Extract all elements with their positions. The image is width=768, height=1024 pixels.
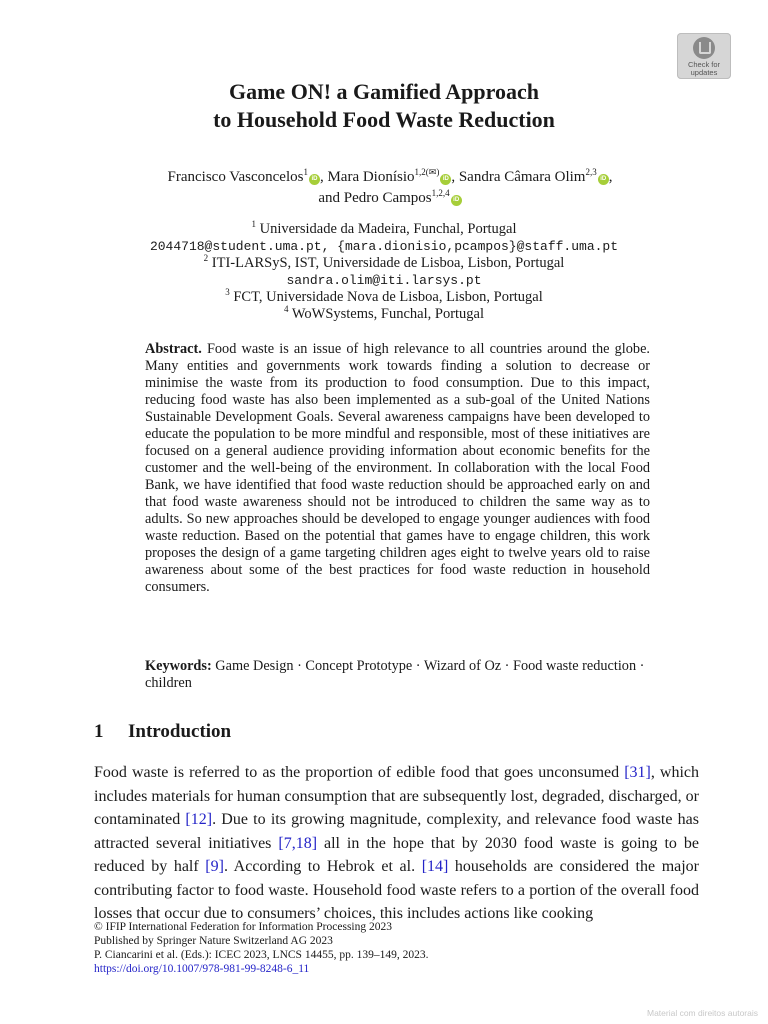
citation-line: P. Ciancarini et al. (Eds.): ICEC 2023, LNCS 14455, pp. 139–149, 2023. (94, 949, 429, 961)
affiliation-text: ITI-LARSyS, IST, Universidade de Lisboa, Lisbon, Portugal (211, 255, 565, 271)
author-affil-sup: 2,3 (585, 167, 597, 177)
orcid-icon[interactable]: iD (598, 174, 609, 185)
abstract (145, 341, 650, 596)
affiliation-3 (60, 289, 708, 306)
orcid-icon[interactable]: iD (440, 174, 451, 185)
author-affil-sup: 1 (303, 167, 308, 177)
author-name: Mara Dionísio (327, 169, 415, 185)
check-for-updates-label (680, 61, 728, 77)
check-for-updates-line2: updates (690, 68, 718, 77)
check-for-updates-badge[interactable] (677, 33, 731, 79)
keywords (145, 658, 650, 692)
author-list (90, 167, 690, 209)
copyright-line: © IFIP International Federation for Information Processing 2023 (94, 921, 392, 933)
section-number: 1 (94, 721, 104, 742)
keywords-text: Game Design · Concept Prototype · Wizard of Oz · Food waste reduction · children (145, 658, 645, 691)
paper-title (0, 78, 768, 134)
citation-link[interactable]: [12] (185, 811, 213, 828)
section-title: Introduction (128, 721, 232, 742)
author-affil-sup: 1,2(✉) (414, 167, 440, 177)
author-name: Sandra Câmara Olim (458, 169, 586, 185)
affiliation-text: FCT, Universidade Nova de Lisboa, Lisbon, Portugal (233, 289, 543, 305)
orcid-icon[interactable]: iD (309, 174, 320, 185)
affiliation-number: 4 (283, 304, 289, 315)
affiliation-text: Universidade da Madeira, Funchal, Portugal (259, 221, 517, 237)
intro-text: Food waste is referred to as the proportion of edible food that goes unconsumed (94, 764, 625, 781)
author-separator: , (608, 169, 613, 185)
doi-link[interactable]: https://doi.org/10.1007/978-981-99-8248-6_11 (94, 963, 310, 975)
affiliation-2 (60, 255, 708, 272)
citation-link[interactable]: [14] (421, 858, 449, 875)
copyright-footer (94, 920, 714, 976)
affiliation-number: 3 (225, 287, 230, 298)
section-heading (94, 720, 231, 744)
author-separator: , (451, 169, 459, 185)
bookmark-icon (693, 37, 715, 59)
citation-link[interactable]: [31] (624, 764, 651, 781)
paper-title-line1: Game ON! a Gamified Approach (228, 79, 540, 104)
author-name: and Pedro Campos (318, 190, 432, 206)
affiliation-1-emails[interactable]: 2044718@student.uma.pt, {mara.dionisio,pcampos}@staff.uma.pt (149, 239, 619, 254)
intro-text: . Due to its growing magnitude, complexity, and relevance food waste has attracted several initiatives (94, 811, 700, 852)
copyright-watermark: Material com direitos autorais (646, 1008, 758, 1018)
citation-link[interactable]: [7,18] (278, 834, 318, 852)
citation-link[interactable]: [9] (205, 858, 224, 875)
abstract-text: Food waste is an issue of high relevance to all countries around the globe. Many entities and governments work towards finding a solution to decrease or minimise the waste from its production to food consumption. Due to this impact, reducing food waste has also been implemented as a sub-goal of the United Nations Sustainable Development Goals. Several awareness campaigns have been developed to educate the population to be more mindful and responsible, most of these initiatives are focused on a general audience providing information about economic benefits for the customer and the well-being of the environment. In collaboration with the local Food Bank, we have identified that food waste reduction should be approached early on and that food waste awareness should not be introduced to children the same way as to adults. So new approaches should be developed to engage younger audiences with food waste reduction. Based on the potential that games have to engage children, this work proposes the design of a game targeting children ages eight to twelve years old to raise awareness about some of the best practices for food waste reduction in household consumers. (145, 341, 650, 595)
affiliation-1 (60, 221, 708, 238)
author-affil-sup: 1,2,4 (431, 188, 450, 198)
paper-title-line2: to Household Food Waste Reduction (213, 107, 555, 132)
intro-text: , which includes materials for human consumption that are subsequently lost, degraded, discharged, or contaminated (94, 764, 699, 828)
author-name: Francisco Vasconcelos (167, 169, 304, 185)
check-for-updates-line1: Check for (687, 60, 721, 69)
affiliations (60, 221, 708, 323)
intro-text: all in the hope that by 2030 food waste is going to be reduced by half (94, 834, 699, 875)
orcid-icon[interactable]: iD (451, 195, 462, 206)
author-separator: , (319, 169, 328, 185)
affiliation-number: 1 (251, 219, 256, 230)
publisher-line: Published by Springer Nature Switzerland AG 2023 (94, 935, 333, 947)
affiliation-text: WoWSystems, Funchal, Portugal (291, 306, 485, 322)
keywords-label: Keywords: (145, 658, 212, 674)
introduction-paragraph (94, 761, 699, 926)
affiliation-4 (60, 306, 708, 323)
affiliation-number: 2 (203, 253, 209, 264)
intro-text: households are considered the major contributing factor to food waste. Household food waste refers to a portion of the overall food losses that occur due to consumers’ choices, this includes actions like cooking (94, 858, 700, 922)
affiliation-2-email[interactable]: sandra.olim@iti.larsys.pt (286, 273, 482, 288)
intro-text: . According to Hebrok et al. (223, 858, 422, 875)
abstract-label: Abstract. (145, 341, 202, 357)
